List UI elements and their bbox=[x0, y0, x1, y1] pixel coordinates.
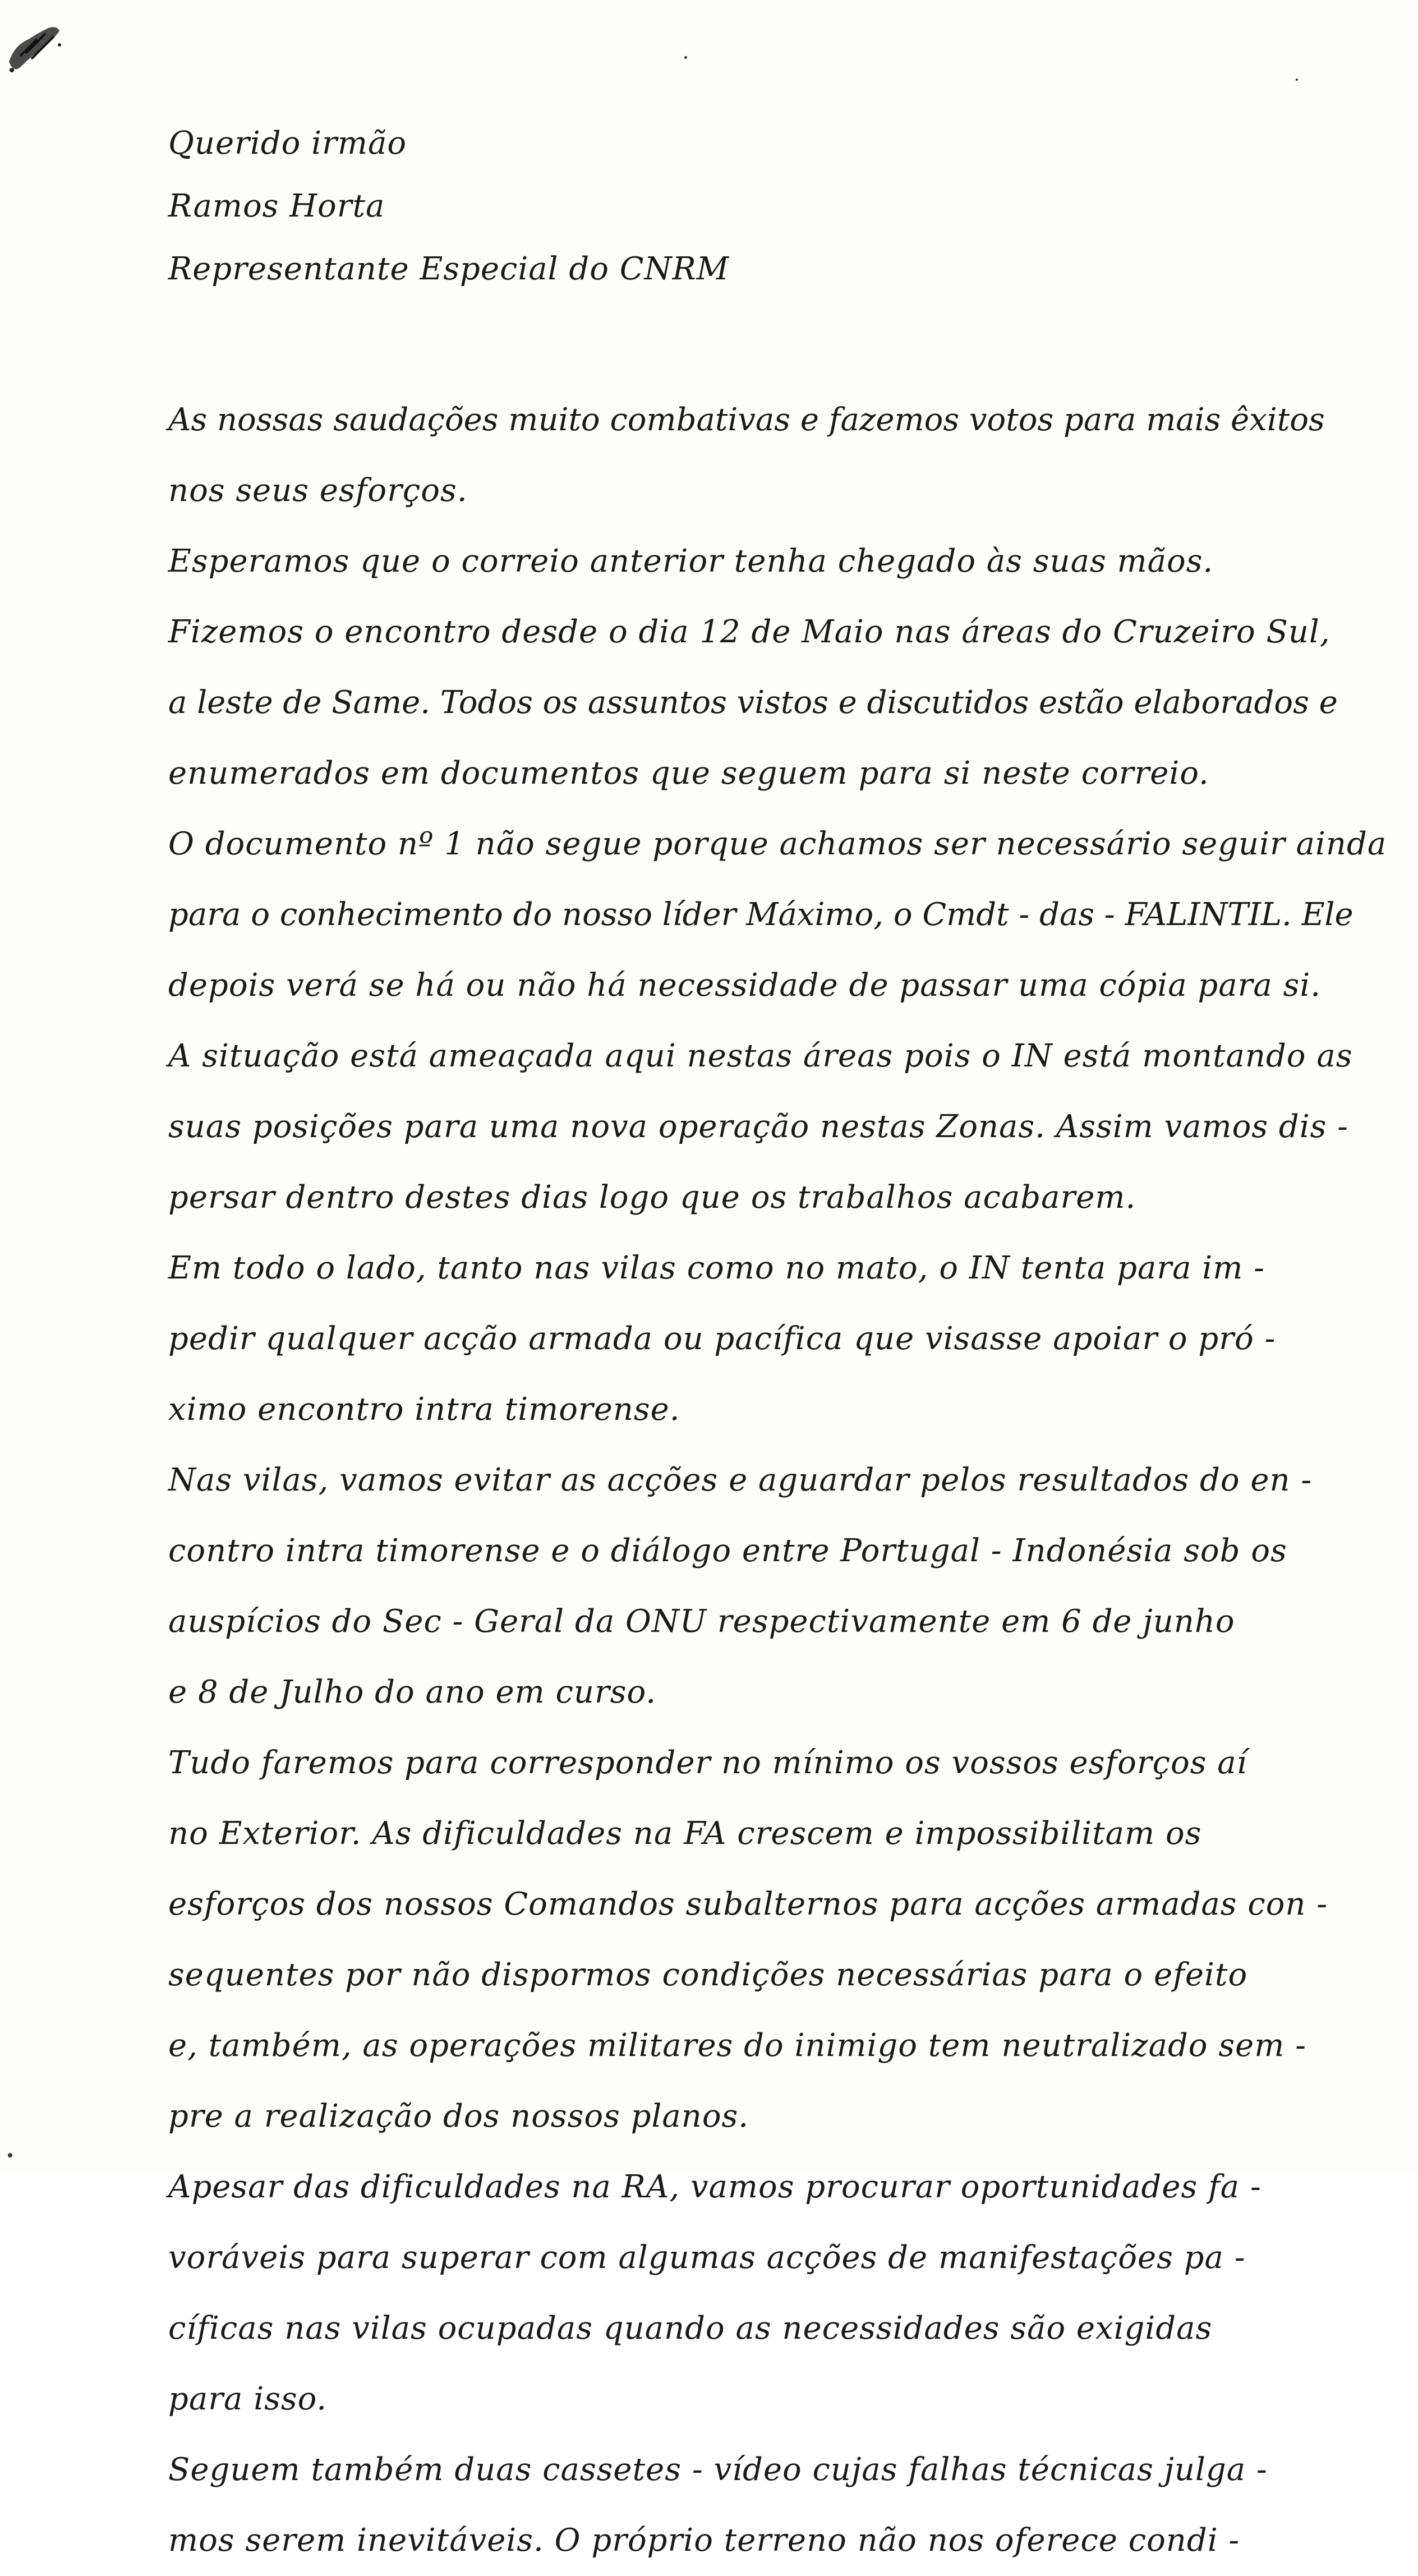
body-line: mos serem inevitáveis. O próprio terreno não nos oferece condi - bbox=[168, 2522, 1240, 2559]
body-line: cíficas nas vilas ocupadas quando as necessidades são exigidas bbox=[168, 2310, 1213, 2347]
recipient-name: Ramos Horta bbox=[168, 188, 385, 224]
body-line: para o conhecimento do nosso líder Máximo, o Cmdt - das - FALINTIL. Ele bbox=[168, 896, 1353, 933]
body-line: As nossas saudações muito combativas e fazemos votos para mais êxitos bbox=[168, 402, 1325, 438]
letter-body bbox=[168, 385, 1387, 2576]
body-line: O documento nº 1 não segue porque achamos ser necessário seguir ainda bbox=[168, 826, 1387, 862]
body-line: nos seus esforços. bbox=[168, 472, 468, 509]
body-line: contro intra timorense e o diálogo entre Portugal - Indonésia sob os bbox=[168, 1533, 1287, 1569]
scan-speck bbox=[1296, 79, 1298, 81]
salutation-block bbox=[168, 112, 1318, 301]
body-line: Tudo faremos para corresponder no mínimo os vossos esforços aí bbox=[168, 1745, 1247, 1781]
body-line: Fizemos o encontro desde o dia 12 de Maio nas áreas do Cruzeiro Sul, bbox=[168, 614, 1330, 650]
body-line: Apesar das dificuldades na RA, vamos procurar oportunidades fa - bbox=[168, 2169, 1262, 2205]
scan-speck bbox=[684, 56, 687, 59]
body-line: para isso. bbox=[168, 2381, 328, 2417]
body-line: a leste de Same. Todos os assuntos vistos e discutidos estão elaborados e bbox=[168, 684, 1338, 721]
body-line: ximo encontro intra timorense. bbox=[168, 1391, 680, 1428]
ink-blot-mark bbox=[3, 22, 71, 79]
body-line: depois verá se há ou não há necessidade de passar uma cópia para si. bbox=[168, 967, 1322, 1004]
body-line: pedir qualquer acção armada ou pacífica que visasse apoiar o pró - bbox=[168, 1321, 1276, 1357]
body-line: Em todo o lado, tanto nas vilas como no mato, o IN tenta para im - bbox=[168, 1250, 1265, 1286]
body-line: Esperamos que o correio anterior tenha chegado às suas mãos. bbox=[168, 543, 1214, 579]
body-line: e 8 de Julho do ano em curso. bbox=[168, 1674, 657, 1710]
body-line: A situação está ameaçada aqui nestas áreas pois o IN está montando as bbox=[168, 1038, 1353, 1074]
handwritten-letter bbox=[168, 112, 1387, 2576]
body-line: Seguem também duas cassetes - vídeo cujas falhas técnicas julga - bbox=[168, 2451, 1268, 2488]
body-line: voráveis para superar com algumas acções de manifestações pa - bbox=[168, 2239, 1246, 2276]
body-line: enumerados em documentos que seguem para si neste correio. bbox=[168, 755, 1209, 792]
body-line: persar dentro destes dias logo que os trabalhos acabarem. bbox=[168, 1179, 1136, 1216]
body-line: esforços dos nossos Comandos subalternos para acções armadas con - bbox=[168, 1886, 1328, 1922]
recipient-title: Representante Especial do CNRM bbox=[168, 251, 730, 287]
body-line: Nas vilas, vamos evitar as acções e aguardar pelos resultados do en - bbox=[168, 1462, 1313, 1498]
body-line: auspícios do Sec - Geral da ONU respectivamente em 6 de junho bbox=[168, 1603, 1235, 1640]
scan-speck bbox=[8, 2153, 12, 2158]
salutation-line: Querido irmão bbox=[168, 125, 407, 162]
body-line: pre a realização dos nossos planos. bbox=[168, 2098, 749, 2135]
body-line: e, também, as operações militares do inimigo tem neutralizado sem - bbox=[168, 2027, 1307, 2064]
body-line: no Exterior. As dificuldades na FA crescem e impossibilitam os bbox=[168, 1815, 1202, 1852]
body-line: suas posições para uma nova operação nestas Zonas. Assim vamos dis - bbox=[168, 1108, 1349, 1145]
body-line: sequentes por não dispormos condições necessárias para o efeito bbox=[168, 1957, 1248, 1993]
